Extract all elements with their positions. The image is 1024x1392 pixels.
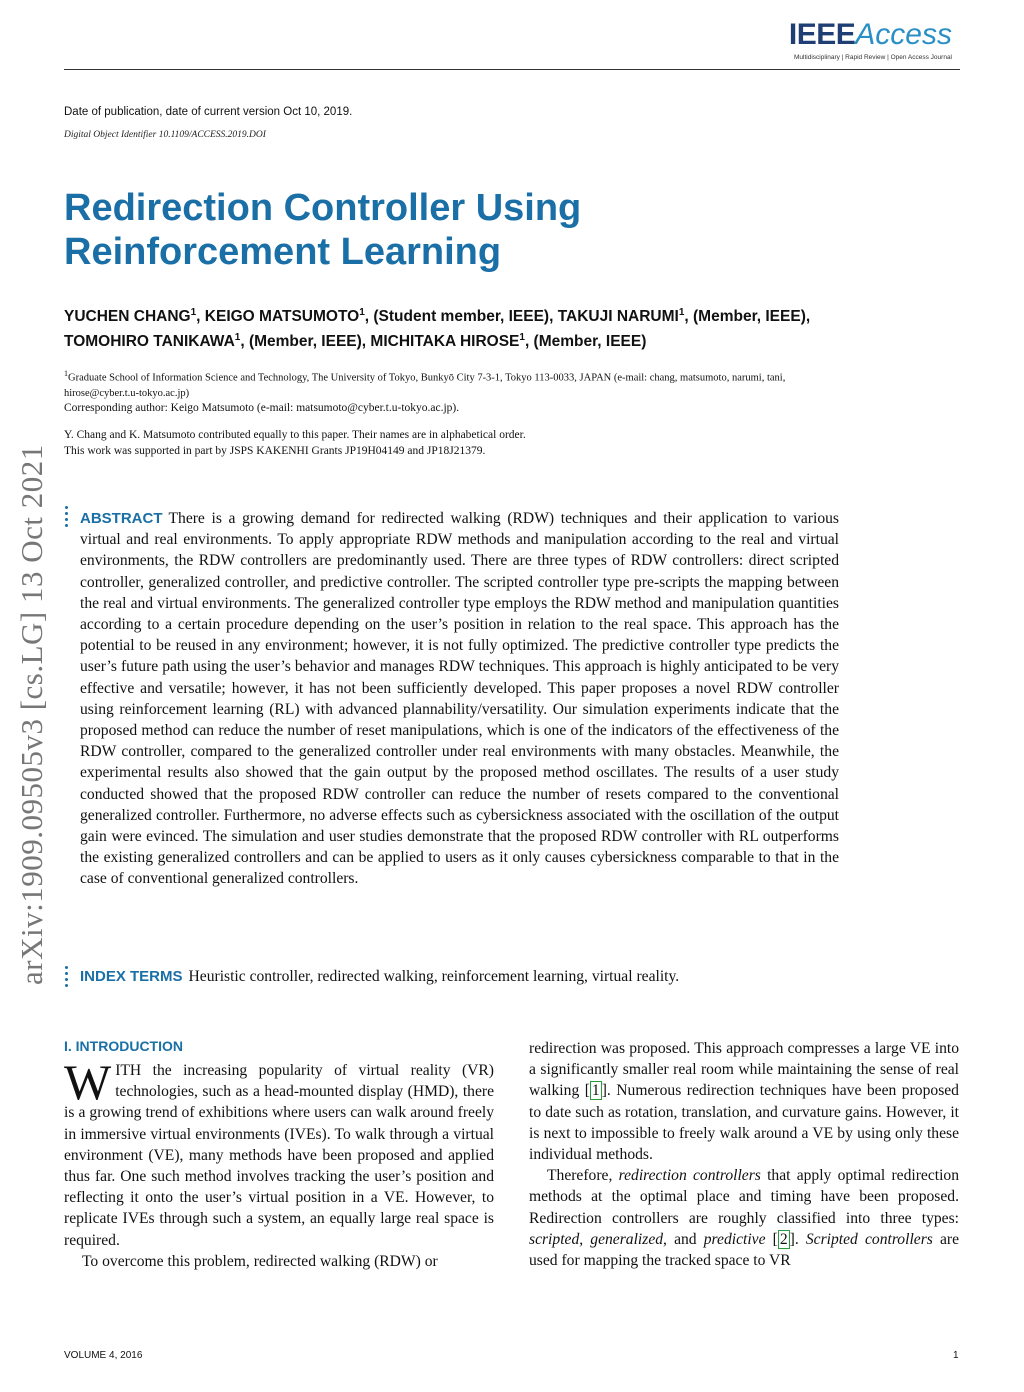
index-terms-label: INDEX TERMS <box>80 968 183 985</box>
author-name: TAKUJI NARUMI <box>557 308 679 326</box>
logo-wordmark: IEEEAccess <box>788 18 952 51</box>
publication-date: Date of publication, date of current version Oct 10, 2019. <box>64 106 353 118</box>
intro-paragraph-1 <box>64 1054 494 1251</box>
logo-tagline: Multidisciplinary | Rapid Review | Open Access Journal <box>794 54 952 61</box>
footer-page-number: 1 <box>953 1350 959 1361</box>
emphasis: predictive <box>703 1230 766 1248</box>
text-run: , <box>579 1230 591 1248</box>
index-terms <box>80 968 839 986</box>
equal-contribution-note: Y. Chang and K. Matsumoto contributed equally to this paper. Their names are in alphabetical order. <box>64 429 526 441</box>
footer-volume: VOLUME 4, 2016 <box>64 1350 143 1361</box>
text-run: , and <box>663 1230 704 1248</box>
author-name: TOMOHIRO TANIKAWA <box>64 333 235 351</box>
citation-link[interactable]: 1 <box>591 1082 600 1100</box>
doi: Digital Object Identifier 10.1109/ACCESS.2019.DOI <box>64 130 266 140</box>
column-left <box>64 1038 494 1272</box>
author-suffix: , (Member, IEEE), <box>684 308 811 326</box>
author-name: YUCHEN CHANG <box>64 308 191 326</box>
column-right <box>529 1038 959 1271</box>
text-run: ]. <box>789 1230 806 1248</box>
intro-paragraph-3 <box>529 1038 959 1165</box>
title-line-2: Reinforcement Learning <box>64 231 502 273</box>
author-name: MICHITAKA HIROSE <box>370 333 520 351</box>
abstract-text: There is a growing demand for redirected walking (RDW) techniques and their application to various virtual and real environments. To apply appropriate RDW methods and manipulation according to the real and virtual environments, the RDW controllers are predominantly used. There are three types of RDW controllers: direct scripted controller, generalized controller, and predictive controller. The scripted controller type pre-scripts the mapping between the real and virtual environments. The generalized controller type employs the RDW method and manipulation quantities according to a certain procedure depending on the user’s position in relation to the real space. This approach has the potential to be reused in any environment; however, it is not fully optimized. The predictive controller type predicts the user’s future path using the user’s behavior and manages RDW techniques. This approach is highly anticipated to be very effective and versatile; however, it has not been sufficiently developed. This paper proposes a novel RDW controller using reinforcement learning (RL) with advanced plannability/versatility. Our simulation experiments indicate that the proposed method can reduce the number of reset manipulations, which is one of the indicators of the effectiveness of the RDW controller, compared to the generalized controller under real environments with many obstacles. Meanwhile, the experimental results also showed that the gain output by the proposed method oscillates. The results of a user study conducted showed that the proposed RDW controller can reduce the number of resets compared to the conventional generalized controller. Furthermore, no adverse effects such as cybersickness associated with the oscillation of the output gain were evinced. The simulation and user studies demonstrate that the proposed RDW controller with RL outperforms the existing generalized controllers and can be applied to users as it only causes cybersickness comparable to that in the case of conventional generalized controllers. <box>80 510 839 888</box>
affiliation-text: Graduate School of Information Science and Technology, The University of Tokyo, Bunkyō City 7-3-1, Tokyo 113-0033, JAPAN (e-mail: chang, matsumoto, narumi, tani, hirose@cyber.t.u-tokyo.ac.jp) <box>64 372 786 399</box>
title-line-1: Redirection Controller Using <box>64 187 582 229</box>
intro-paragraph-4 <box>529 1165 959 1271</box>
emphasis: scripted <box>529 1230 580 1248</box>
affiliation-mark: 1 <box>64 369 68 378</box>
abstract-marker <box>64 506 70 530</box>
ieee-access-logo <box>752 18 952 61</box>
author-suffix: , (Member, IEEE), <box>240 333 371 351</box>
index-terms-text: Heuristic controller, redirected walking, reinforcement learning, virtual reality. <box>188 968 680 985</box>
text-run: redirection was proposed. This approach compresses a large VE into a significantly smaller real room while maintaining the sense of real walking [ <box>529 1040 959 1100</box>
section-heading: I. INTRODUCTION <box>64 1038 183 1054</box>
author-affil-mark: 1 <box>678 307 685 318</box>
abstract-label: ABSTRACT <box>80 510 163 527</box>
intro-p1-text: ITH the increasing popularity of virtual reality (VR) technologies, such as a head-mounted display (HMD), there is a growing trend of exhibitions where users can walk around freely in immersive virtual environments (IVEs). To walk through a virtual environment (VE), many methods have been proposed and applied thus far. One such method involves tracking the user’s position and reflecting it onto the user’s virtual position in a VE. However, to replicate IVEs through such a system, an equally large real space is required. <box>64 1062 494 1249</box>
abstract <box>80 508 839 890</box>
author-affil-mark: 1 <box>359 307 365 318</box>
author-suffix: , (Student member, IEEE), <box>364 308 558 326</box>
emphasis: redirection controllers <box>618 1167 761 1185</box>
arxiv-stamp: arXiv:1909.09505v3 [cs.LG] 13 Oct 2021 <box>14 444 49 985</box>
author-name: KEIGO MATSUMOTO <box>204 308 360 326</box>
paper-title <box>64 186 764 274</box>
corresponding-author: Corresponding author: Keigo Matsumoto (e-mail: matsumoto@cyber.t.u-tokyo.ac.jp). <box>64 402 460 414</box>
header-rule <box>64 69 960 70</box>
author-list <box>64 302 834 352</box>
text-run: [ <box>765 1230 778 1248</box>
text-run: that apply optimal redirection methods at the optimal place and timing have been proposed. Redirection controllers are roughly classified into three types: <box>529 1167 959 1227</box>
emphasis: generalized <box>590 1230 664 1248</box>
author-affil-mark: 1 <box>190 307 197 318</box>
text-run: ]. Numerous redirection techniques have been proposed to date such as rotation, translation, and curvature gains. However, it is next to impossible to freely walk around a VE by using only these individual methods. <box>529 1082 959 1164</box>
text-run: Therefore, <box>547 1167 619 1185</box>
text-run: are used for mapping the tracked space to VR <box>529 1230 960 1270</box>
drop-cap: W <box>64 1054 112 1110</box>
index-terms-marker <box>64 966 70 990</box>
emphasis: Scripted controllers <box>805 1230 933 1248</box>
intro-paragraph-2: To overcome this problem, redirected walking (RDW) or <box>82 1252 438 1270</box>
citation-link[interactable]: 2 <box>779 1230 788 1248</box>
author-suffix: , <box>196 308 205 326</box>
author-affil-mark: 1 <box>234 332 241 344</box>
funding-note: This work was supported in part by JSPS KAKENHI Grants JP19H04149 and JP18J21379. <box>64 445 486 457</box>
author-affil-mark: 1 <box>519 332 525 344</box>
author-suffix: , (Member, IEEE) <box>524 333 647 351</box>
affiliation <box>64 366 834 401</box>
